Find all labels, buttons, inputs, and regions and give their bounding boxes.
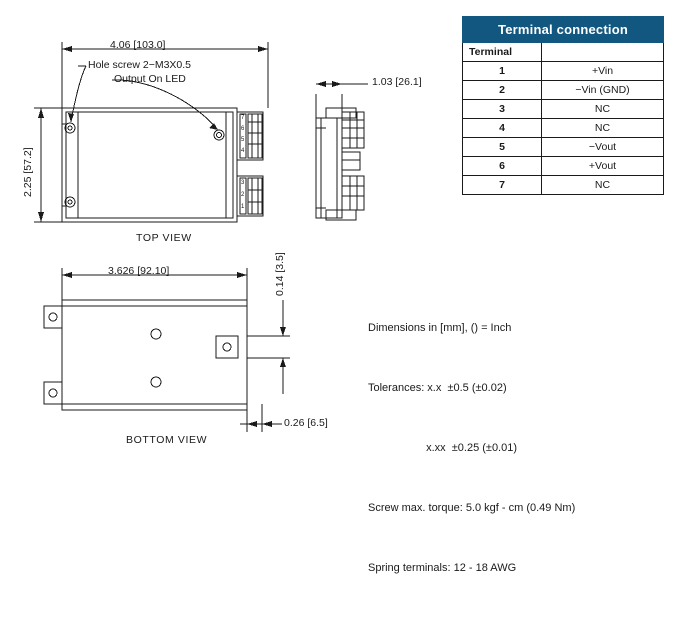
terminal-number: 2	[463, 81, 542, 100]
pin-number-3: 3	[241, 180, 245, 186]
dimension-top-width: 4.06 [103.0]	[110, 39, 166, 51]
pin-number-7: 7	[241, 115, 245, 121]
pin-number-5: 5	[241, 137, 245, 143]
table-title: Terminal connection	[463, 17, 664, 43]
table-row	[463, 81, 664, 100]
dimension-side-width: 1.03 [26.1]	[372, 76, 422, 88]
terminal-function: −Vout	[542, 138, 664, 157]
terminal-function: NC	[542, 119, 664, 138]
callout-hole-screw: Hole screw 2−M3X0.5	[88, 59, 192, 71]
terminal-function: NC	[542, 176, 664, 195]
dimension-bottom-width: 3.626 [92.10]	[108, 265, 170, 277]
notes-block	[368, 278, 575, 618]
table-header-function	[542, 43, 664, 62]
dimension-top-height: 2.25 [57.2]	[22, 147, 34, 197]
view-label-top: TOP VIEW	[136, 232, 192, 244]
terminal-number: 4	[463, 119, 542, 138]
view-label-bottom: BOTTOM VIEW	[126, 434, 208, 446]
terminal-function: NC	[542, 100, 664, 119]
table-row	[463, 138, 664, 157]
terminal-connection-table	[462, 16, 664, 195]
table-row	[463, 176, 664, 195]
dimension-bottom-thickness: 0.14 [3.5]	[274, 252, 286, 296]
table-header-terminal: Terminal	[463, 43, 542, 62]
table-row	[463, 157, 664, 176]
table-row	[463, 119, 664, 138]
terminal-number: 3	[463, 100, 542, 119]
terminal-function: −Vin (GND)	[542, 81, 664, 100]
terminal-number: 6	[463, 157, 542, 176]
note-tolerances-xxx: x.xx ±0.25 (±0.01)	[368, 442, 518, 454]
table-row	[463, 62, 664, 81]
terminal-number: 1	[463, 62, 542, 81]
terminal-number: 5	[463, 138, 542, 157]
pin-number-1: 1	[241, 204, 245, 210]
terminal-function: +Vout	[542, 157, 664, 176]
dimension-bottom-offset: 0.26 [6.5]	[284, 417, 328, 429]
pin-number-6: 6	[241, 126, 245, 132]
pin-number-4: 4	[241, 148, 245, 154]
note-tolerances-xx: Tolerances: x.x ±0.5 (±0.02)	[368, 382, 507, 394]
note-screw-torque: Screw max. torque: 5.0 kgf - cm (0.49 Nm)	[368, 502, 576, 514]
callout-output-led: Output On LED	[114, 73, 186, 85]
terminal-function: +Vin	[542, 62, 664, 81]
note-spring-terminals: Spring terminals: 12 - 18 AWG	[368, 562, 517, 574]
note-dimensions: Dimensions in [mm], () = Inch	[368, 322, 512, 334]
table-row	[463, 100, 664, 119]
pin-number-2: 2	[241, 192, 245, 198]
terminal-number: 7	[463, 176, 542, 195]
